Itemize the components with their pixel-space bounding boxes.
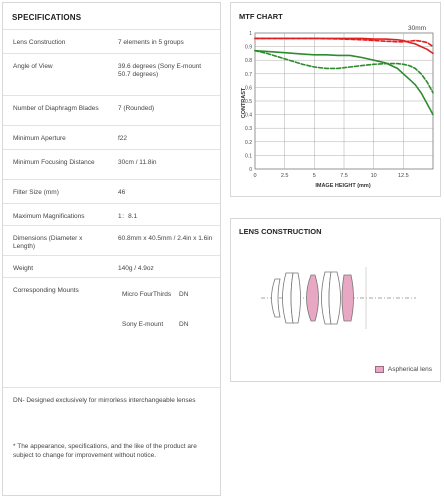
spec-row-diaphragm-blades xyxy=(3,95,220,125)
lens-construction-panel xyxy=(230,218,441,382)
spec-value: 7 (Rounded) xyxy=(118,105,155,112)
spec-label: Angle of View xyxy=(13,63,53,70)
spec-label: Maximum Magnifications xyxy=(13,213,85,220)
spec-label: Minimum Focusing Distance xyxy=(13,159,95,166)
mount-name: Sony E-mount xyxy=(122,321,164,328)
spec-label: Corresponding Mounts xyxy=(13,287,79,294)
spec-label: Weight xyxy=(13,265,34,272)
x-tick-label: 0 xyxy=(253,173,257,179)
y-tick-label: 0.2 xyxy=(245,139,252,146)
mount-type: DN xyxy=(179,321,189,328)
spec-row-lens-construction xyxy=(3,29,220,53)
legend-label: Aspherical lens xyxy=(387,366,432,373)
y-tick-label: 0.6 xyxy=(245,85,252,92)
spec-row-minimum-aperture xyxy=(3,125,220,149)
y-axis-label: CONTRAST xyxy=(241,87,247,119)
y-tick-label: 0.4 xyxy=(245,112,252,119)
y-tick-label: 0.5 xyxy=(245,99,252,105)
spec-row-filter-size xyxy=(3,179,220,203)
spec-label: Dimensions (Diameter x Length) xyxy=(13,235,83,250)
disclaimer-note: * The appearance, specifications, and the like of the product are subject to change for improvement without notice. xyxy=(13,443,197,459)
x-tick-label: 7.5 xyxy=(340,173,348,179)
spec-row-dimensions xyxy=(3,225,220,255)
y-tick-label: 0 xyxy=(249,167,252,173)
mtf-chart-title: MTF CHART xyxy=(239,12,283,21)
spec-label: Minimum Aperture xyxy=(13,135,66,142)
lens-element xyxy=(272,279,281,317)
x-tick-label: 10 xyxy=(370,173,377,179)
spec-value: 7 elements in 5 groups xyxy=(118,39,184,46)
specifications-panel xyxy=(2,2,221,496)
x-tick-label: 5 xyxy=(312,173,316,179)
spec-label: Lens Construction xyxy=(13,39,66,46)
spec-divider xyxy=(3,387,220,388)
chart-annotation: 30mm xyxy=(408,25,427,32)
x-tick-label: 2.5 xyxy=(280,173,289,179)
x-tick-label: 12.5 xyxy=(397,173,409,179)
y-tick-label: 1 xyxy=(249,31,252,37)
spec-row-weight xyxy=(3,255,220,277)
y-tick-label: 0.8 xyxy=(245,58,252,65)
spec-value: 46 xyxy=(118,189,126,196)
lens-element xyxy=(329,272,341,324)
spec-label: Filter Size (mm) xyxy=(13,189,59,196)
lens-legend xyxy=(375,366,432,373)
y-tick-label: 0.7 xyxy=(245,71,252,78)
lens-diagram xyxy=(231,219,442,383)
aspherical-lens-element xyxy=(307,275,319,321)
y-tick-label: 0.9 xyxy=(245,44,252,51)
specifications-title: SPECIFICATIONS xyxy=(12,13,82,22)
dn-note: DN- Designed exclusively for mirrorless interchangeable lenses xyxy=(13,397,196,404)
mount-name: Micro FourThirds xyxy=(122,291,172,298)
spec-label: Number of Diaphragm Blades xyxy=(13,105,99,112)
spec-value: f22 xyxy=(118,135,128,142)
spec-value: 1：8.1 xyxy=(118,213,138,220)
mtf-chart-panel xyxy=(230,2,441,197)
lens-element xyxy=(291,273,301,323)
aspherical-swatch xyxy=(375,366,384,373)
chart-ticks xyxy=(245,31,409,179)
spec-row-minimum-focusing-distance xyxy=(3,149,220,179)
y-tick-label: 0.1 xyxy=(245,153,252,160)
lens-construction-title: LENS CONSTRUCTION xyxy=(239,227,322,236)
spec-value: 60.8mm x 40.5mm / 2.4in x 1.6in xyxy=(118,235,213,242)
spec-value: 30cm / 11.8in xyxy=(118,159,157,166)
y-tick-label: 0.3 xyxy=(245,126,252,133)
mount-type: DN xyxy=(179,291,189,298)
aspherical-lens-element xyxy=(342,275,354,321)
spec-value: 39.6 degrees (Sony E-mount 50.7 degrees) xyxy=(118,63,202,78)
spec-row-maximum-magnification xyxy=(3,203,220,225)
chart-grid xyxy=(255,33,433,169)
mtf-chart xyxy=(231,3,442,198)
spec-row-corresponding-mounts xyxy=(3,277,220,387)
x-axis-label: IMAGE HEIGHT (mm) xyxy=(315,183,371,189)
spec-row-angle-of-view xyxy=(3,53,220,95)
spec-value: 140g / 4.9oz xyxy=(118,265,154,272)
